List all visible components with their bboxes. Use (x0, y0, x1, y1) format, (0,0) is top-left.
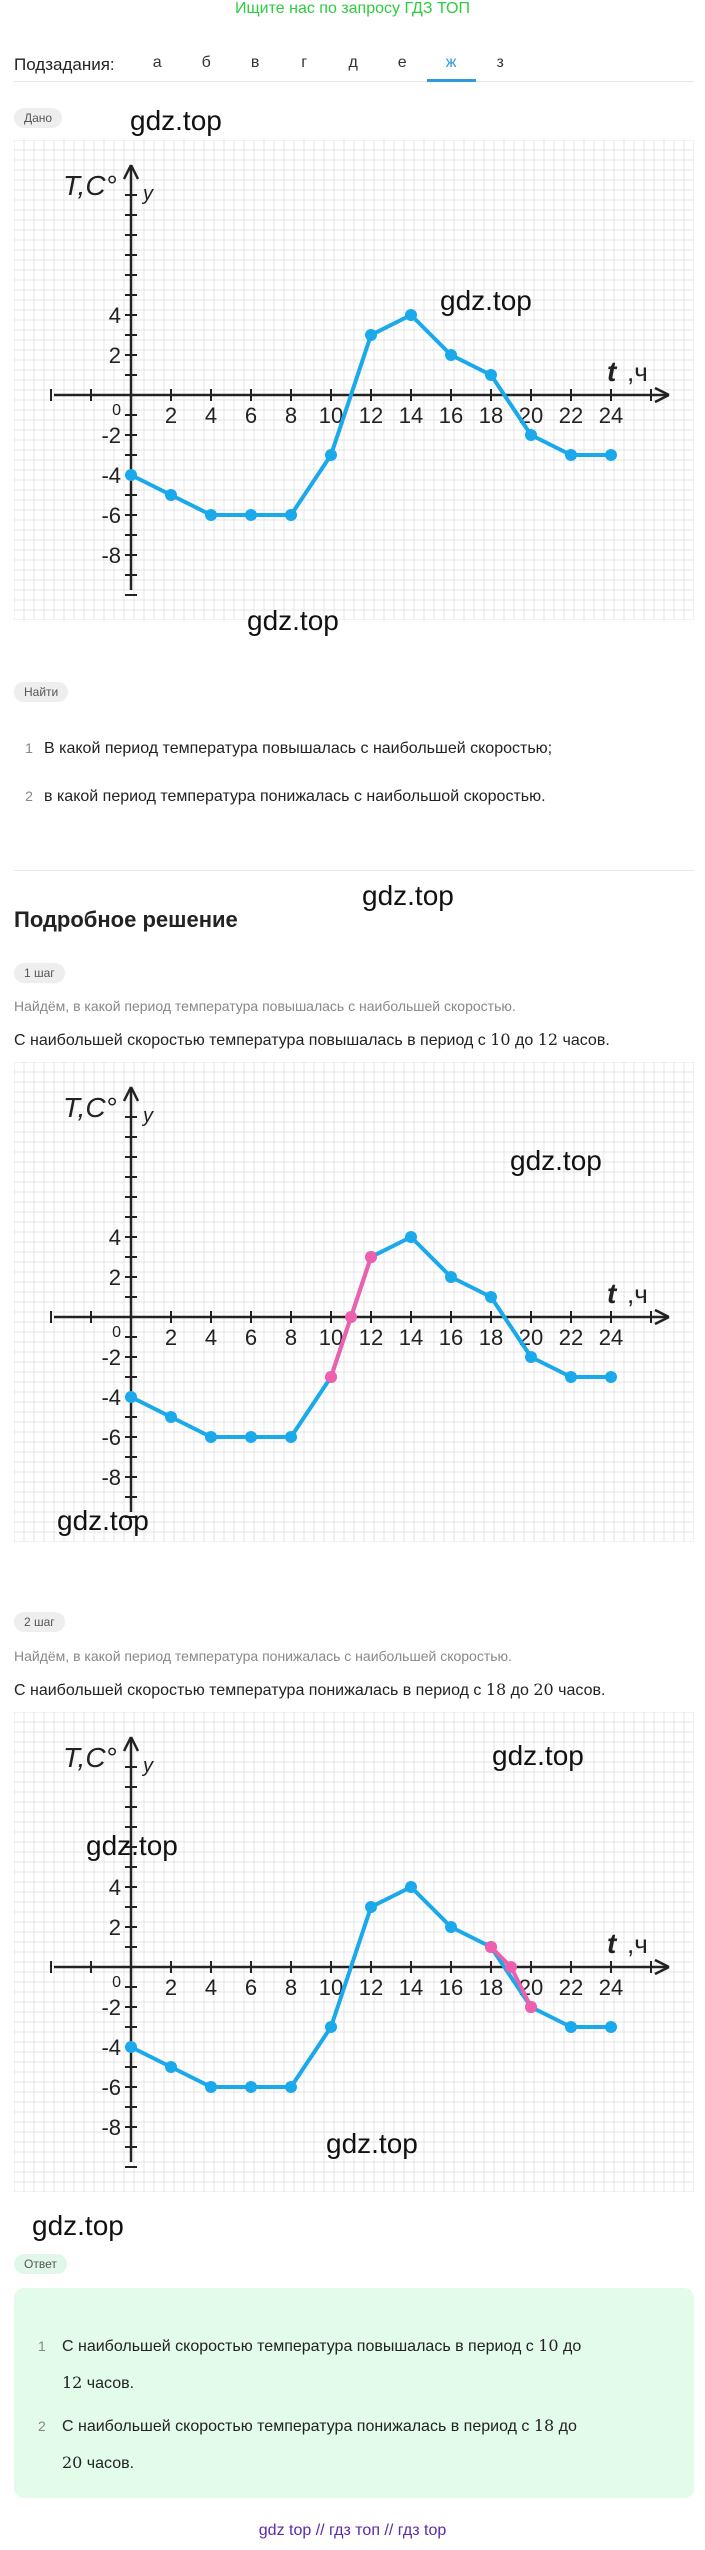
data-point (285, 1431, 297, 1443)
answer-2-after: часов. (82, 2455, 135, 2472)
x-tick-label: 6 (244, 403, 258, 428)
y-tick-label: -6 (101, 503, 121, 528)
answer-1-text: С наибольшей скоростью температура повышалась в период с (62, 2338, 539, 2355)
subtasks-label: Подзадания: (14, 54, 115, 74)
x-tick-label: 24 (598, 1325, 624, 1350)
x-tick-label: 14 (398, 1325, 424, 1350)
subtab-b[interactable]: б (201, 53, 211, 71)
x-tick-label: 4 (204, 1325, 218, 1350)
footer-links[interactable]: gdz top // гдз топ // гдз top (258, 2522, 447, 2539)
x-tick-label: 24 (598, 1975, 624, 2000)
y-tick-label: -6 (101, 2075, 121, 2100)
step-2-text (14, 1680, 605, 1700)
subtab-zh[interactable]: ж (427, 48, 476, 82)
x-tick-label: 10 (318, 1325, 344, 1350)
divider (14, 870, 694, 871)
solution-title: Подробное решение (14, 907, 238, 932)
data-point (205, 2081, 217, 2093)
y-tick-label: -4 (101, 2035, 121, 2060)
step-1-mid: до (510, 1032, 538, 1049)
find-badge: Найти (14, 682, 68, 702)
step-1-graph (14, 1062, 694, 1542)
answer-badge: Ответ (14, 2254, 67, 2274)
x-axis-unit: ,ч (627, 1929, 648, 1959)
x-tick-label: 12 (358, 403, 384, 428)
y-tick-label: -8 (101, 1465, 121, 1490)
answer-item-text (62, 2408, 577, 2482)
data-point (245, 1431, 257, 1443)
answer-2-mid: до (554, 2418, 577, 2435)
chart-step-2 (14, 1712, 694, 2192)
x-tick-label: 2 (164, 1325, 178, 1350)
x-tick-label: 18 (478, 403, 504, 428)
y-tick-label: -6 (101, 1425, 121, 1450)
find-item-text: В какой период температура повышалась с наибольшей скоростью; (44, 740, 553, 757)
data-point (445, 349, 457, 361)
highlight-point (345, 1311, 357, 1323)
watermark: gdz.top (247, 605, 339, 636)
x-tick-label: 10 (318, 1975, 344, 2000)
x-tick-label: 20 (518, 403, 544, 428)
x-tick-label: 22 (558, 1325, 584, 1350)
x-tick-label: 8 (284, 403, 298, 428)
given-graph (14, 140, 694, 620)
y-tick-label: 4 (108, 1875, 121, 1900)
data-point (365, 1901, 377, 1913)
y-tick-label: 4 (108, 303, 121, 328)
subtab-a[interactable]: а (152, 53, 162, 71)
x-tick-label: 2 (164, 1975, 178, 2000)
answer-1-after: часов. (82, 2375, 135, 2392)
x-tick-label: 16 (438, 1975, 464, 2000)
chart-given (14, 140, 694, 620)
answer-item (38, 2408, 658, 2482)
y-axis-label: T,C° (63, 1092, 117, 1123)
data-point (325, 2021, 337, 2033)
answer-item-number: 2 (38, 2418, 46, 2434)
data-point (165, 2061, 177, 2073)
data-point (285, 509, 297, 521)
x-axis-unit: ,ч (627, 357, 648, 387)
x-tick-label: 2 (164, 403, 178, 428)
step-1-from: 10 (490, 1030, 511, 1049)
data-point (125, 2041, 137, 2053)
x-tick-label: 20 (518, 1325, 544, 1350)
x-axis-label: t (607, 356, 617, 387)
y-axis-label-extra: y (143, 183, 153, 205)
x-tick-label: 12 (358, 1975, 384, 2000)
x-tick-label: 20 (518, 1975, 544, 2000)
y-tick-label: -2 (101, 1995, 121, 2020)
step-1-text-before: С наибольшей скоростью температура повышалась в период с (14, 1032, 491, 1049)
data-point (565, 449, 577, 461)
y-tick-label: -8 (101, 2115, 121, 2140)
x-tick-label: 22 (558, 1975, 584, 2000)
data-point (205, 509, 217, 521)
x-tick-label: 14 (398, 403, 424, 428)
y-tick-label: 0 (112, 402, 121, 419)
answer-item-text (62, 2328, 581, 2402)
watermark: gdz.top (510, 1145, 602, 1176)
step-2-text-before: С наибольшей скоростью температура понижалась в период с (14, 1682, 486, 1699)
answer-1-from: 10 (538, 2336, 559, 2355)
promo-banner: Ищите нас по запросу ГДЗ ТОП (235, 0, 470, 17)
x-tick-label: 16 (438, 403, 464, 428)
x-tick-label: 8 (284, 1325, 298, 1350)
y-tick-label: -2 (101, 1345, 121, 1370)
data-point (485, 369, 497, 381)
subtab-d[interactable]: д (348, 53, 358, 71)
data-point (325, 449, 337, 461)
y-tick-label: -2 (101, 423, 121, 448)
watermark: gdz.top (86, 1830, 178, 1861)
data-point (525, 429, 537, 441)
answer-2-to: 20 (62, 2453, 83, 2472)
answer-2-text: С наибольшей скоростью температура понижалась в период с (62, 2418, 534, 2435)
x-tick-label: 18 (478, 1975, 504, 2000)
highlight-point (525, 2001, 537, 2013)
x-axis-unit: ,ч (627, 1279, 648, 1309)
subtasks-tabs (14, 48, 694, 82)
watermark: gdz.top (440, 285, 532, 316)
data-point (405, 309, 417, 321)
find-item-text: в какой период температура понижалась с наибольшой скоростью. (44, 788, 546, 805)
data-point (565, 2021, 577, 2033)
x-tick-label: 6 (244, 1325, 258, 1350)
highlight-point (485, 1941, 497, 1953)
answer-1-mid: до (558, 2338, 582, 2355)
x-tick-label: 6 (244, 1975, 258, 2000)
data-point (245, 509, 257, 521)
subtab-e[interactable]: е (397, 53, 407, 71)
y-tick-label: 2 (108, 1915, 121, 1940)
highlight-point (325, 1371, 337, 1383)
data-point (405, 1231, 417, 1243)
x-tick-label: 24 (598, 403, 624, 428)
x-tick-label: 8 (284, 1975, 298, 2000)
watermark: gdz.top (492, 1740, 584, 1771)
data-point (445, 1271, 457, 1283)
find-item (14, 740, 694, 788)
x-tick-label: 16 (438, 1325, 464, 1350)
answer-item-number: 1 (38, 2338, 46, 2354)
data-point (605, 1371, 617, 1383)
data-point (125, 1391, 137, 1403)
x-tick-label: 18 (478, 1325, 504, 1350)
data-point (405, 1881, 417, 1893)
given-badge: Дано (14, 108, 62, 128)
watermark: gdz.top (362, 880, 454, 911)
step-2-graph (14, 1712, 694, 2192)
x-tick-label: 12 (358, 1325, 384, 1350)
data-point (165, 489, 177, 501)
y-tick-label: 2 (108, 1265, 121, 1290)
y-tick-label: 2 (108, 343, 121, 368)
data-point (365, 329, 377, 341)
watermark: gdz.top (326, 2128, 418, 2159)
step-2-badge: 2 шаг (14, 1612, 65, 1632)
step-1-hint: Найдём, в какой период температура повышалась с наибольшей скоростью. (14, 998, 516, 1014)
find-item-number: 2 (25, 788, 33, 804)
watermark: gdz.top (32, 2210, 124, 2241)
step-2-from: 18 (485, 1680, 507, 1699)
step-2-hint: Найдём, в какой период температура понижалась с наибольшей скоростью. (14, 1648, 512, 1664)
y-tick-label: 0 (112, 1974, 121, 1991)
data-point (605, 2021, 617, 2033)
y-tick-label: 4 (108, 1225, 121, 1250)
x-tick-label: 4 (204, 1975, 218, 2000)
highlight-point (505, 1961, 517, 1973)
highlight-point (365, 1251, 377, 1263)
watermark: gdz.top (130, 105, 222, 136)
step-2-mid: до (506, 1682, 534, 1699)
x-tick-label: 10 (318, 403, 344, 428)
subtab-z[interactable]: з (496, 53, 504, 71)
y-axis-label-extra: y (143, 1755, 153, 1777)
data-point (525, 1351, 537, 1363)
y-axis-label: T,C° (63, 1742, 117, 1773)
data-point (125, 469, 137, 481)
answer-2-from: 18 (533, 2416, 555, 2435)
chart-step-1 (14, 1062, 694, 1542)
data-point (565, 1371, 577, 1383)
data-point (485, 1291, 497, 1303)
data-point (245, 2081, 257, 2093)
step-2-to: 20 (533, 1680, 554, 1699)
x-tick-label: 14 (398, 1975, 424, 2000)
y-axis-label-extra: y (143, 1105, 153, 1127)
data-point (285, 2081, 297, 2093)
step-1-to: 12 (537, 1030, 559, 1049)
data-point (205, 1431, 217, 1443)
data-point (445, 1921, 457, 1933)
find-list (14, 740, 694, 836)
answer-item (38, 2328, 658, 2402)
step-2-after: часов. (553, 1682, 606, 1699)
x-tick-label: 22 (558, 403, 584, 428)
x-tick-label: 4 (204, 403, 218, 428)
y-tick-label: -4 (101, 463, 121, 488)
x-axis-label: t (607, 1928, 617, 1959)
answer-1-to: 12 (62, 2373, 83, 2392)
find-item-number: 1 (25, 740, 33, 756)
y-tick-label: -4 (101, 1385, 121, 1410)
watermark: gdz.top (57, 1505, 149, 1536)
step-1-badge: 1 шаг (14, 963, 65, 983)
y-tick-label: -8 (101, 543, 121, 568)
subtab-v[interactable]: в (250, 53, 260, 71)
answer-box (14, 2288, 694, 2498)
step-1-after: часов. (558, 1032, 610, 1049)
subtab-g[interactable]: г (301, 53, 308, 71)
y-axis-label: T,C° (63, 170, 117, 201)
data-point (165, 1411, 177, 1423)
x-axis-label: t (607, 1278, 617, 1309)
step-1-text (14, 1030, 610, 1050)
data-point (605, 449, 617, 461)
find-item (14, 788, 694, 836)
y-tick-label: 0 (112, 1324, 121, 1341)
